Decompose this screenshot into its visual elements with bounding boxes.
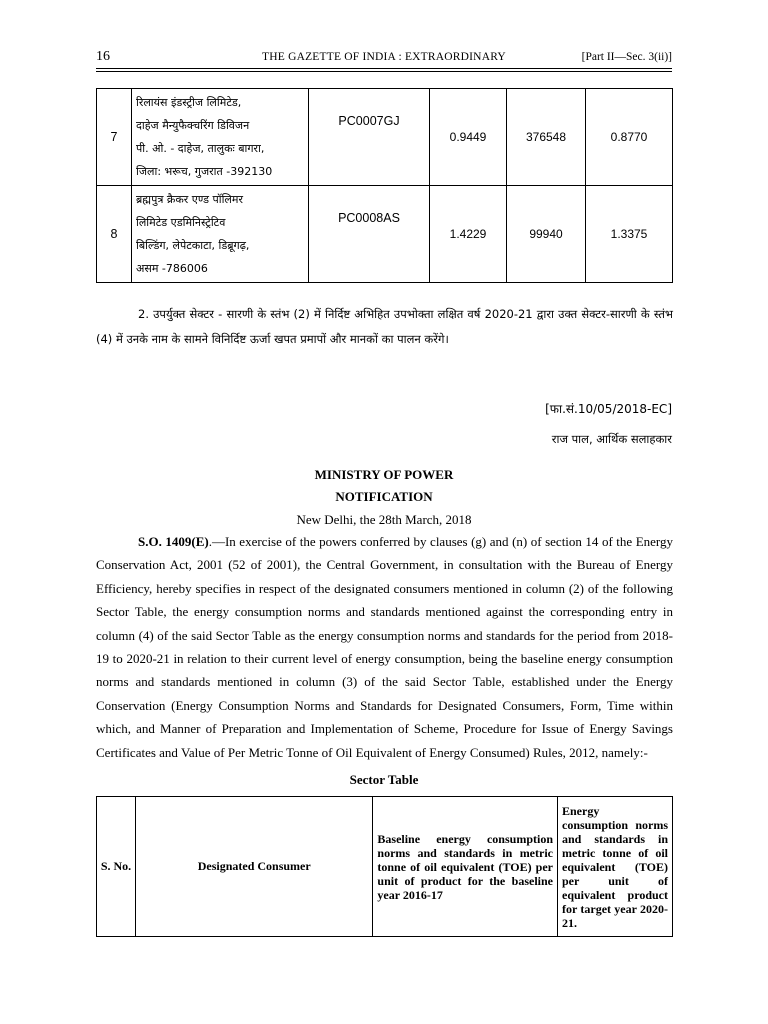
table-row (97, 186, 673, 283)
hindi-paragraph: 2. उपर्युक्त सेक्टर - सारणी के स्तंभ (2) में निर्दिष्ट अभिहित उपभोक्ता लक्षित वर्ष 2020-21 द्वारा उक्त सेक्टर-सारणी के स्तंभ (4) में उनके नाम के सामने विनिर्दिष्ट ऊर्जा खपत प्रमापों और मानकों का पालन करेंगे। (96, 307, 673, 346)
serial-number: 8 (97, 186, 132, 283)
notification-heading: NOTIFICATION (335, 489, 433, 504)
table-row (97, 89, 673, 186)
file-reference: [फा.सं.10/05/2018-EC] (545, 402, 672, 416)
consumer-table (96, 88, 673, 283)
consumer-name-line: असम -786006 (136, 262, 208, 275)
page-number: 16 (96, 49, 110, 64)
table-header-row (97, 797, 673, 937)
page-header (96, 47, 672, 69)
registration-code: PC0007GJ (309, 89, 430, 186)
header-sno: S. No. (97, 797, 136, 937)
header-baseline: Baseline energy consumption norms and standards in metric tonne of oil equivalent (TOE) per unit of product for the baseline year 2016-17 (373, 797, 558, 937)
consumer-name-line: जिला: भरूच, गुजरात -392130 (136, 165, 273, 178)
target-value: 1.3375 (586, 186, 673, 283)
signatory: राज पाल, आर्थिक सलाहकार (551, 432, 672, 446)
header-target: Energy consumption norms and standards in metric tonne of oil equivalent (TOE) per unit of equivalent product for target year 2020-21. (558, 797, 673, 937)
registration-code: PC0008AS (309, 186, 430, 283)
header-consumer: Designated Consumer (136, 797, 373, 937)
ministry-heading: MINISTRY OF POWER (314, 467, 454, 482)
gazette-part: [Part II—Sec. 3(ii)] (581, 51, 672, 63)
baseline-value: 0.9449 (430, 89, 507, 186)
production-value: 99940 (507, 186, 586, 283)
place-date: New Delhi, the 28th March, 2018 (296, 512, 472, 527)
consumer-name-line: ब्रह्मपुत्र क्रैकर एण्ड पॉलिमर (136, 193, 243, 206)
body-text: .—In exercise of the powers conferred by clauses (g) and (n) of section 14 of the Energy Conservation Act, 2001 (52 of 2001), the Central Government, in consultation with the Bureau of Energy Efficiency, hereby specifies in respect of the designated consumers mentioned in column (2) of the following Sector Table, the energy consumption norms and standards mentioned against the corresponding entry in column (4) of the said Sector Table as the energy consumption norms and standards for the period from 2018-19 to 2020-21 in relation to their current level of energy consumption, being the baseline energy consumption norms and standards mentioned in column (3) of the said Sector Table, established under the Energy Conservation (Energy Consumption Norms and Standards for Designated Consumers, Form, Time within which, and Manner of Preparation and Implementation of Scheme, Procedure for Issue of Energy Savings Certificates and Value of Per Metric Tonne of Oil Equivalent of Energy Consumed) Rules, 2012, namely:- (96, 534, 674, 760)
header-rule (96, 68, 672, 69)
consumer-name-line: बिल्डिंग, लेपेटकाटा, डिब्रूगढ़, (136, 239, 250, 252)
sector-table-title: Sector Table (349, 772, 419, 787)
consumer-name-line: लिमिटेड एडमिनिस्ट्रेटिव (136, 216, 226, 229)
order-number: S.O. 1409(E) (138, 534, 209, 549)
consumer-name-line: दाहेज मैन्युफैक्चरिंग डिविजन (136, 119, 250, 132)
serial-number: 7 (97, 89, 132, 186)
consumer-name (132, 186, 309, 283)
gazette-title: THE GAZETTE OF INDIA : EXTRAORDINARY (262, 51, 506, 63)
baseline-value: 1.4229 (430, 186, 507, 283)
notification-body (96, 530, 673, 764)
consumer-name-line: रिलायंस इंडस्ट्रीज लिमिटेड, (136, 96, 242, 109)
target-value: 0.8770 (586, 89, 673, 186)
consumer-name (132, 89, 309, 186)
consumer-name-line: पी. ओ. - दाहेज, तालुकः बागरा, (136, 142, 265, 155)
sector-table (96, 796, 673, 937)
production-value: 376548 (507, 89, 586, 186)
header-rule-second (96, 71, 672, 72)
